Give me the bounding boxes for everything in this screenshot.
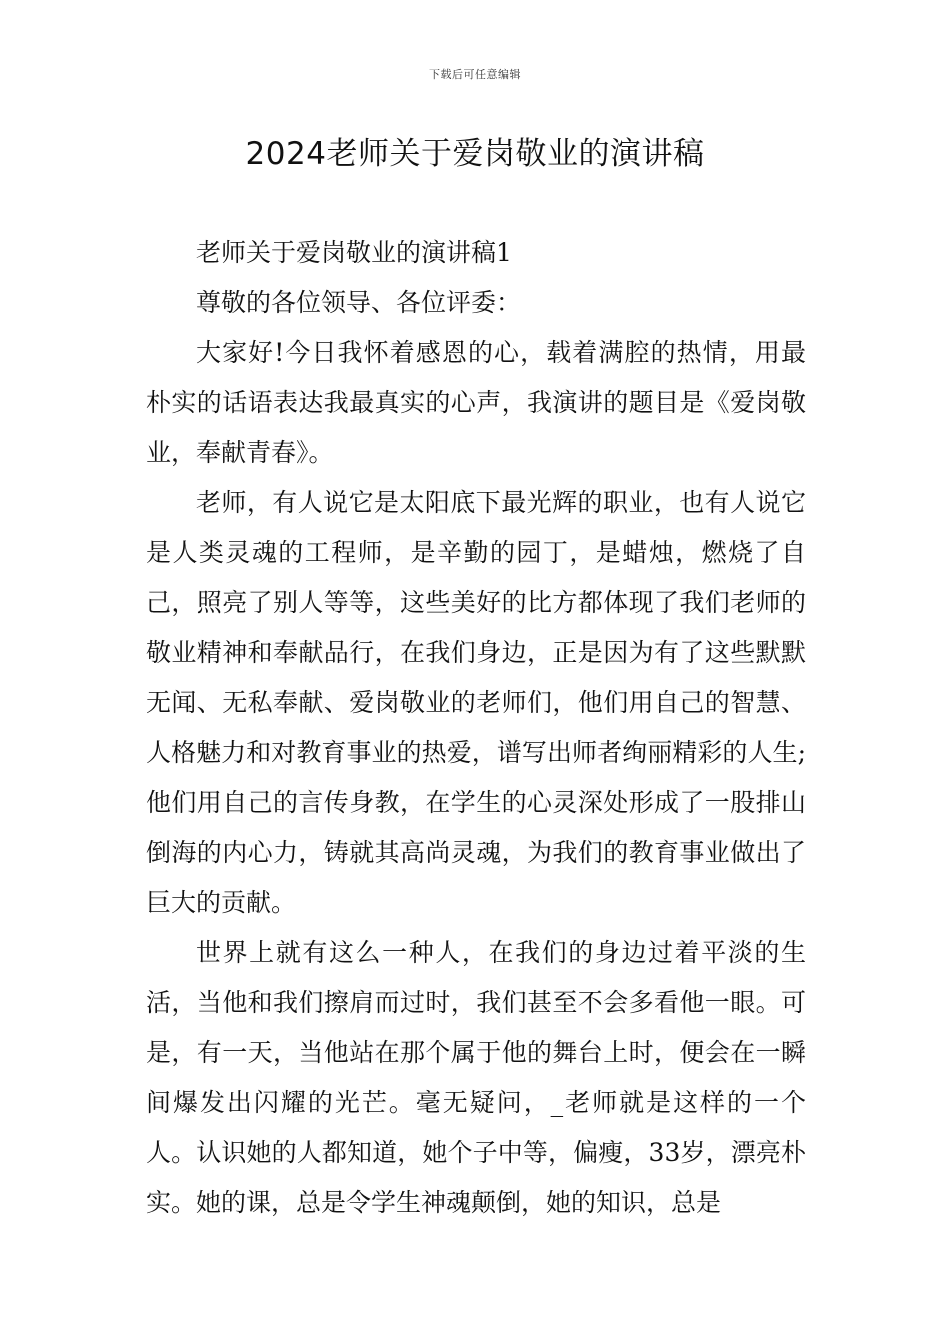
document-body bbox=[146, 228, 806, 1228]
document-title: 2024老师关于爱岗敬业的演讲稿 bbox=[245, 136, 705, 172]
paragraph: 大家好!今日我怀着感恩的心，载着满腔的热情，用最朴实的话语表达我最真实的心声，我演讲的题目是《爱岗敬业，奉献青春》。 bbox=[146, 338, 806, 467]
speech-heading: 老师关于爱岗敬业的演讲稿1 bbox=[196, 238, 512, 267]
paragraph: 世界上就有这么一种人，在我们的身边过着平淡的生活，当他和我们擦肩而过时，我们甚至不会多看他一眼。可是，有一天，当他站在那个属于他的舞台上时，便会在一瞬间爆发出闪耀的光芒。毫无疑问，_老师就是这样的一个人。认识她的人都知道，她个子中等，偏瘦，33岁，漂亮朴实。她的课，总是令学生神魂颠倒，她的知识，总是 bbox=[146, 938, 806, 1217]
salutation: 尊敬的各位领导、各位评委： bbox=[196, 288, 522, 317]
header-note: 下载后可任意编辑 bbox=[429, 68, 521, 81]
paragraph: 老师，有人说它是太阳底下最光辉的职业，也有人说它是人类灵魂的工程师，是辛勤的园丁，是蜡烛，燃烧了自己，照亮了别人等等，这些美好的比方都体现了我们老师的敬业精神和奉献品行，在我们身边，正是因为有了这些默默无闻、无私奉献、爱岗敬业的老师们，他们用自己的智慧、人格魅力和对教育事业的热爱，谱写出师者绚丽精彩的人生;他们用自己的言传身教，在学生的心灵深处形成了一股排山倒海的内心力，铸就其高尚灵魂，为我们的教育事业做出了巨大的贡献。 bbox=[146, 488, 806, 917]
